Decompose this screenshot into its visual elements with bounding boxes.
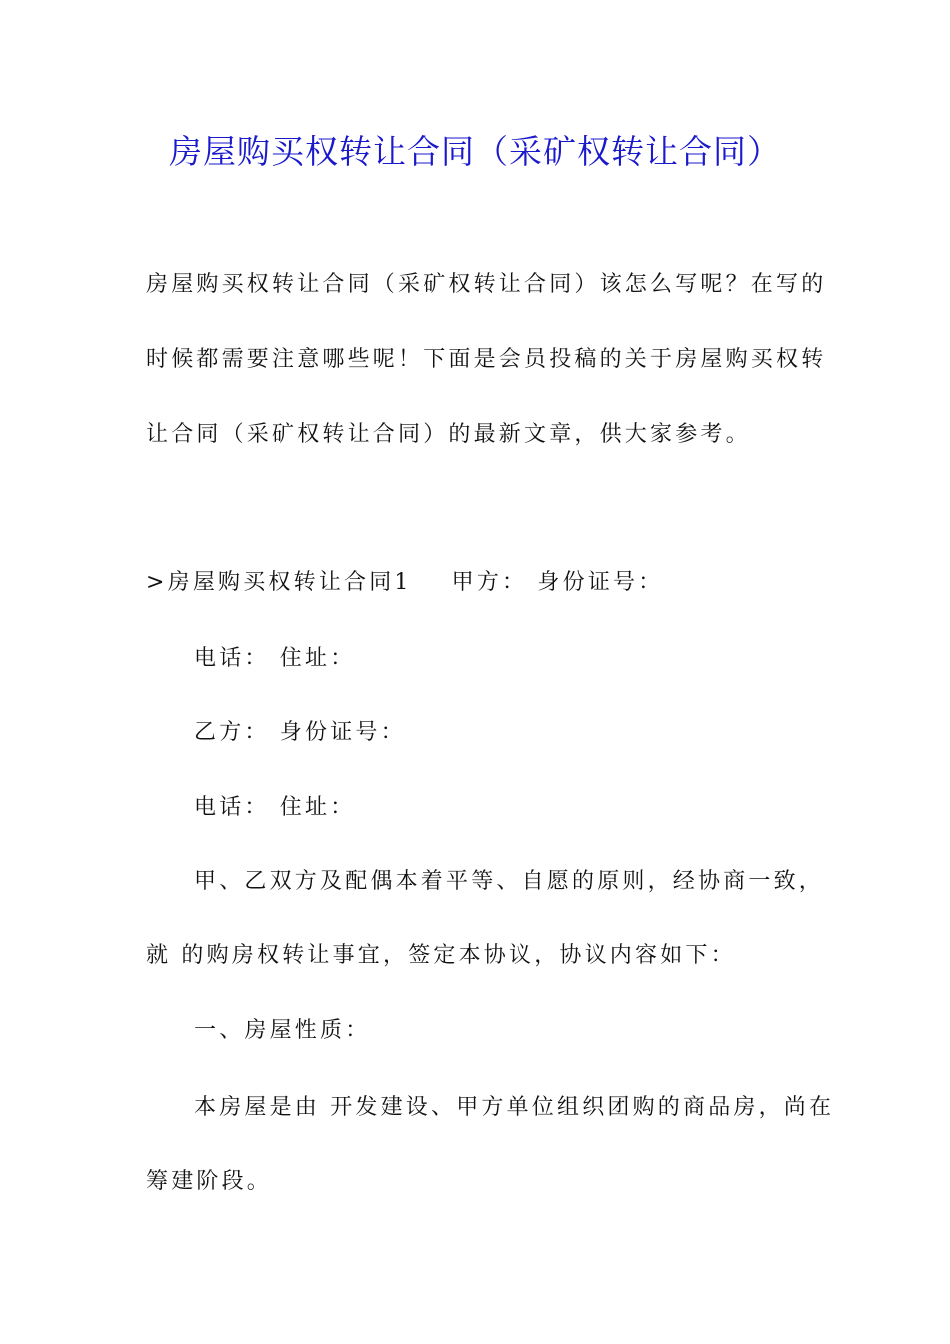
intro-line-1: 房屋购买权转让合同（采矿权转让合同）该怎么写呢？在写的	[146, 272, 827, 297]
contract-heading-row	[146, 568, 663, 598]
section-1-heading: 一、房屋性质：	[194, 1018, 371, 1043]
agreement-line-1: 甲、乙双方及配偶本着平等、自愿的原则，经协商一致，	[194, 869, 825, 894]
agreement-line-2: 就 的购房权转让事宜，签定本协议，协议内容如下：	[146, 943, 736, 968]
party-a-line: 甲方： 身份证号：	[451, 570, 664, 595]
contract-heading: >房屋购买权转让合同1	[146, 570, 412, 595]
section-1-line-1: 本房屋是由 开发建设、甲方单位组织团购的商品房，尚在	[194, 1095, 835, 1120]
intro-line-2: 时候都需要注意哪些呢！下面是会员投稿的关于房屋购买权转	[146, 347, 827, 372]
party-a-contact: 电话： 住址：	[194, 646, 356, 671]
intro-line-3: 让合同（采矿权转让合同）的最新文章，供大家参考。	[146, 422, 751, 447]
party-b-contact: 电话： 住址：	[194, 795, 356, 820]
document-title: 房屋购买权转让合同（采矿权转让合同）	[169, 132, 781, 171]
party-b-line: 乙方： 身份证号：	[194, 720, 406, 745]
section-1-line-2: 筹建阶段。	[146, 1169, 273, 1194]
